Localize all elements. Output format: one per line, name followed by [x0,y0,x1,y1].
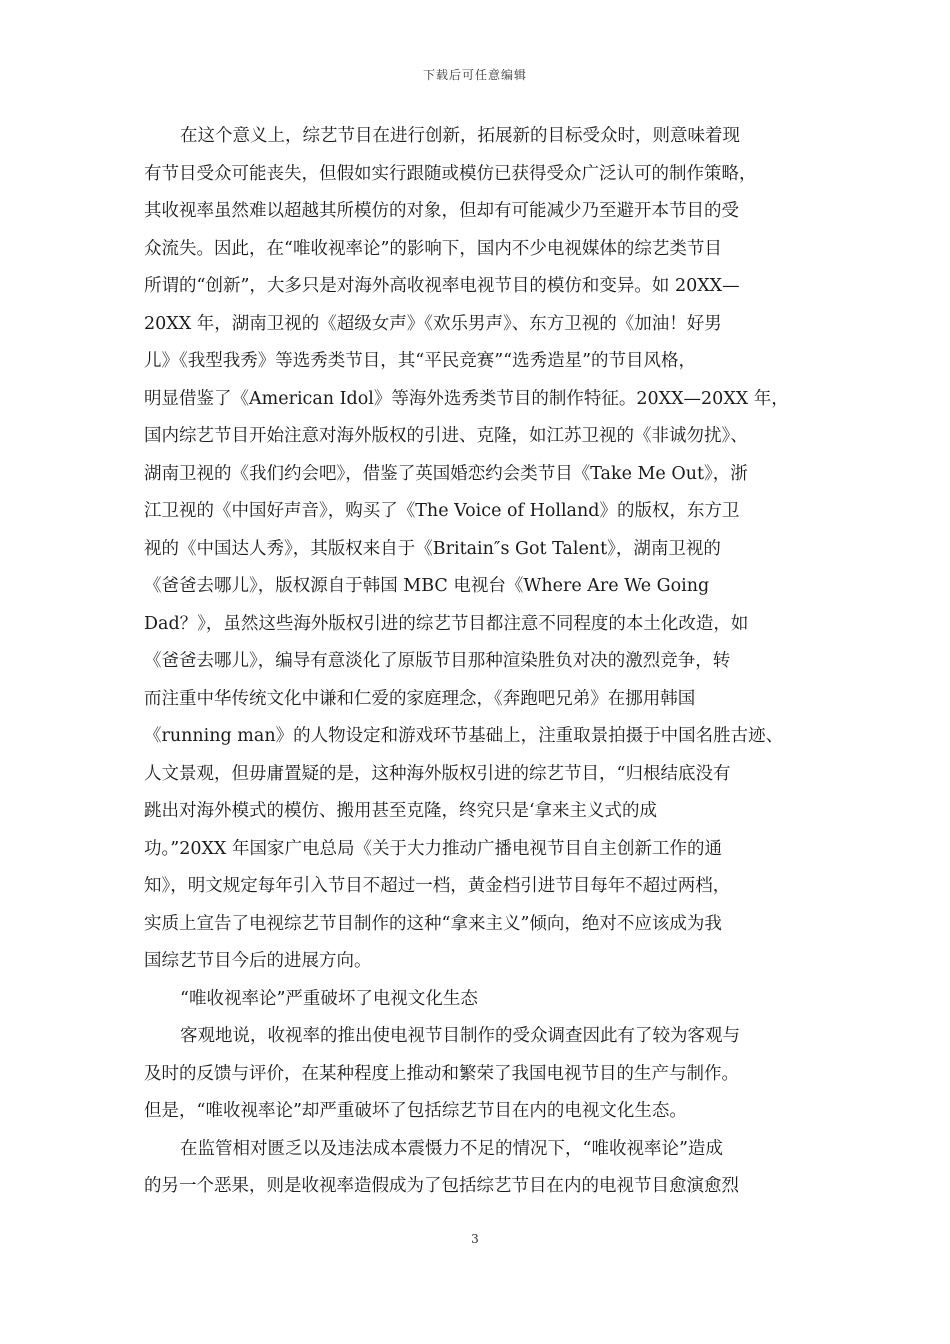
text-line: 视的《中国达人秀》，其版权来自于《Britain″s Got Talent》，湖南卫视的 [144,538,721,559]
text-line: 江卫视的《中国好声音》，购买了《The Voice of Holland》的版权，东方卫 [144,501,740,521]
text-line: 《爸爸去哪儿》，版权源自于韩国 MBC 电视台《Where Are We Going [144,576,710,596]
text-line: 及时的反馈与评价，在某种程度上推动和繁荣了我国电视节目的生产与制作。 [144,1063,739,1084]
text-line: 众流失。因此，在“唯收视率论”的影响下，国内不少电视媒体的综艺类节目 [144,238,722,259]
text-line: 在这个意义上，综艺节目在进行创新，拓展新的目标受众时，则意味着现 [180,126,740,146]
text-line: 的另一个恶果，则是收视率造假成为了包括综艺节目在内的电视节目愈演愈烈 [144,1176,739,1196]
text-line: 所谓的“创新”，大多只是对海外高收视率电视节目的模仿和变异。如 20XX— [144,276,740,296]
text-line: 而注重中华传统文化中谦和仁爱的家庭理念，《奔跑吧兄弟》在挪用韩国 [144,688,696,709]
text-line: 但是，“唯收视率论”却严重破坏了包括综艺节目在内的电视文化生态。 [144,1101,687,1121]
text-line: 国综艺节目今后的进展方向。 [144,951,372,971]
page-number: 3 [471,1232,479,1246]
text-line: Dad？》，虽然这些海外版权引进的综艺节目都注意不同程度的本土化改造，如 [144,613,749,634]
text-line: 国内综艺节目开始注意对海外版权的引进、克隆，如江苏卫视的《非诚勿扰》、 [144,426,748,446]
text-line: 明显借鉴了《American Idol》等海外选秀类节目的制作特征。20XX—20XX 年， [144,388,789,409]
text-line: 客观地说，收视率的推出使电视节目制作的受众调查因此有了较为客观与 [180,1026,740,1046]
text-line: 其收视率虽然难以超越其所模仿的对象，但却有可能减少乃至避开本节目的受 [144,201,739,221]
text-line: 在监管相对匮乏以及违法成本震慑力不足的情况下，“唯收视率论”造成 [180,1138,723,1159]
text-line: 知》，明文规定每年引入节目不超过一档，黄金档引进节目每年不超过两档， [144,876,731,896]
page-header: 下载后可任意编辑 [422,68,527,82]
text-line: 儿》《我型我秀》等选秀类节目，其“平民竞赛”“选秀造星”的节目风格， [144,351,697,371]
text-line: 湖南卫视的《我们约会吧》，借鉴了英国婚恋约会类节目《Take Me Out》，浙 [144,463,748,484]
text-line: 有节目受众可能丧失，但假如实行跟随或模仿已获得受众广泛认可的制作策略， [144,163,757,184]
body-text [144,118,808,1206]
text-line: 人文景观，但毋庸置疑的是，这种海外版权引进的综艺节目，“归根结底没有 [144,763,731,784]
text-line: 《爸爸去哪儿》，编导有意淡化了原版节目那种渲染胜负对决的激烈竞争，转 [144,651,731,671]
section-heading: “唯收视率论”严重破坏了电视文化生态 [180,988,478,1009]
text-line: 跳出对海外模式的模仿、搬用甚至克隆，终究只是‘拿来主义式的成 [144,801,658,821]
text-line: 实质上宣告了电视综艺节目制作的这种“拿来主义”倾向，绝对不应该成为我 [144,913,722,934]
text-line: 20XX 年，湖南卫视的《超级女声》《欢乐男声》、东方卫视的《加油！好男 [144,313,722,334]
text-line: 功。”20XX 年国家广电总局《关于大力推动广播电视节目自主创新工作的通 [144,838,722,859]
text-line: 《running man》的人物设定和游戏环节基础上，注重取景拍摄于中国名胜古迹、 [144,726,784,746]
